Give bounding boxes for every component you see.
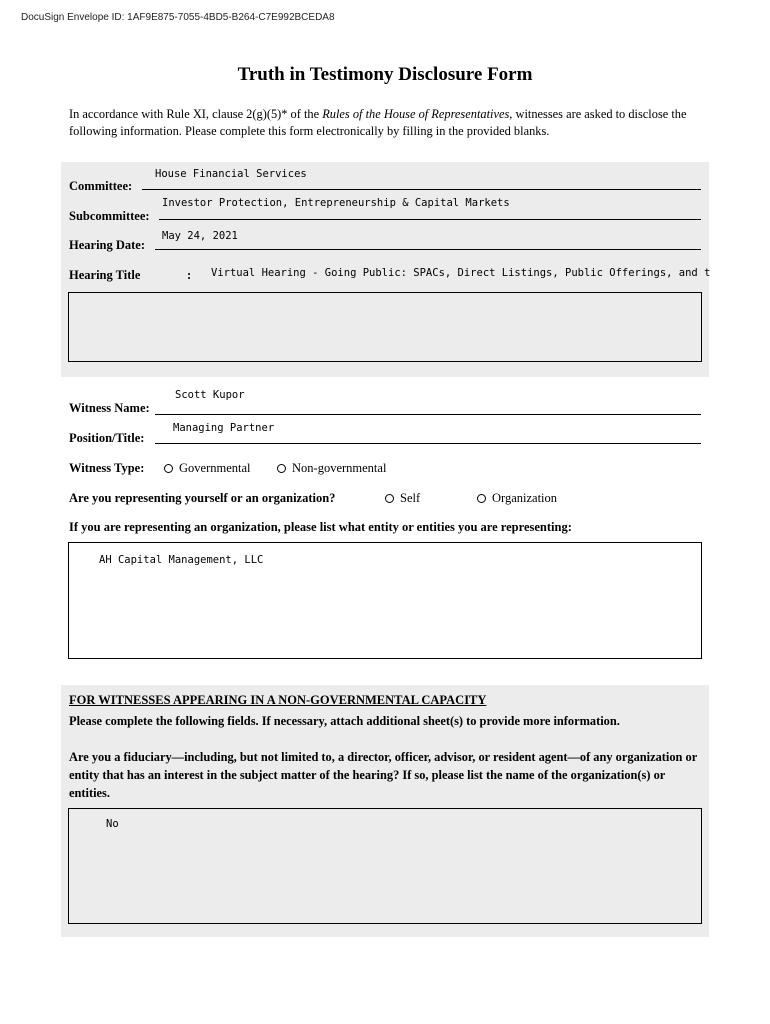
position-field[interactable]: Managing Partner [173,422,275,434]
subcommittee-line [159,219,701,220]
representing-label: Are you representing yourself or an organization? [69,491,336,505]
hearing-title-colon: : [187,268,192,282]
subcommittee-field[interactable]: Investor Protection, Entrepreneurship & Capital Markets [162,197,510,209]
form-title: Truth in Testimony Disclosure Form [237,64,533,85]
nongov-heading: FOR WITNESSES APPEARING IN A NON-GOVERNMENTAL CAPACITY [69,693,487,707]
entities-label: If you are representing an organization, please list what entity or entities you are representing: [69,520,572,534]
witness-name-line [155,414,701,415]
radio-organization[interactable] [477,491,557,506]
position-line [155,443,701,444]
radio-governmental-label: Governmental [179,461,251,475]
radio-self-label: Self [400,491,421,505]
intro-text [69,106,709,140]
committee-line [142,189,701,190]
radio-circle-icon[interactable] [385,494,394,503]
radio-circle-icon[interactable] [277,464,286,473]
fiduciary-question: Are you a fiduciary—including, but not limited to, a director, officer, advisor, or resident agent—of any organization or entity that has an interest in the subject matter of the hearing? If so, please list the name of the organization(s) or entities. [69,750,698,800]
radio-circle-icon[interactable] [477,494,486,503]
radio-governmental[interactable] [164,461,251,476]
witness-name-field[interactable]: Scott Kupor [175,389,245,401]
intro-text-b: , witnesses are asked to disclose the following information. Please complete this form electronically by filling in the provided blanks. [69,107,687,138]
radio-self[interactable] [385,491,420,506]
subcommittee-label: Subcommittee: [69,209,150,223]
intro-text-italic: Rules of the House of Representatives [322,107,510,121]
hearing-date-label: Hearing Date: [69,238,146,252]
hearing-title-label: Hearing Title [69,268,141,282]
radio-organization-label: Organization [492,491,558,505]
committee-field[interactable]: House Financial Services [155,168,307,180]
fiduciary-box[interactable] [68,808,702,924]
radio-non-governmental-label: Non-governmental [292,461,387,475]
witness-type-label: Witness Type: [69,461,145,475]
envelope-id: DocuSign Envelope ID: 1AF9E875-7055-4BD5-B264-C7E992BCEDA8 [21,12,335,23]
hearing-title-field[interactable]: Virtual Hearing - Going Public: SPACs, Direct Listings, Public Offerings, and t [211,267,711,279]
fiduciary-field[interactable]: No [106,818,119,830]
position-label: Position/Title: [69,431,145,445]
committee-label: Committee: [69,179,133,193]
hearing-date-field[interactable]: May 24, 2021 [162,230,238,242]
witness-name-label: Witness Name: [69,401,150,415]
nongov-instructions: Please complete the following fields. If necessary, attach additional sheet(s) to provide more information. [69,714,620,728]
entities-field[interactable]: AH Capital Management, LLC [99,554,264,566]
intro-text-a: In accordance with Rule XI, clause 2(g)(5)* of the [69,107,323,121]
radio-circle-icon[interactable] [164,464,173,473]
hearing-title-box[interactable] [68,292,702,362]
radio-non-governmental[interactable] [277,461,386,476]
hearing-date-line [155,249,701,250]
